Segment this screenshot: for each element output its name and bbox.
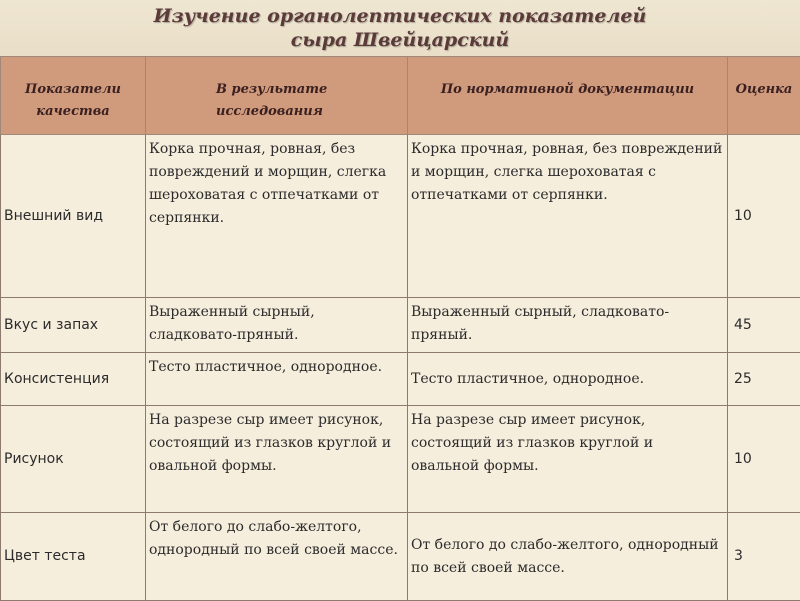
table-row (1, 406, 800, 513)
page-title (0, 0, 800, 52)
row-score: 45 (728, 298, 800, 353)
row-norm: Тесто пластичное, однородное. (408, 353, 728, 406)
row-result: Корка прочная, ровная, без повреждений и морщин, слегка шероховатая с отпечатками от серпянки. (146, 135, 408, 298)
row-score: 3 (728, 513, 800, 601)
row-name: Вкус и запах (1, 298, 146, 353)
row-norm: От белого до слабо-желтого, однородный по всей своей массе. (408, 513, 728, 601)
row-name: Цвет теста (1, 513, 146, 601)
header-normative: По нормативной документации (408, 57, 728, 135)
row-norm: Выраженный сырный, сладковато-пряный. (408, 298, 728, 353)
row-result: От белого до слабо-желтого, однородный по всей своей массе. (146, 513, 408, 601)
title-line-2: сыра Швейцарский (0, 28, 800, 52)
header-score: Оценка (728, 57, 800, 135)
table-row (1, 298, 800, 353)
table-row (1, 353, 800, 406)
row-score: 10 (728, 406, 800, 513)
table-header-row (1, 57, 800, 135)
row-result: На разрезе сыр имеет рисунок, состоящий из глазков круглой и овальной формы. (146, 406, 408, 513)
row-name: Внешний вид (1, 135, 146, 298)
row-norm: Корка прочная, ровная, без повреждений и морщин, слегка шероховатая с отпечатками от серпянки. (408, 135, 728, 298)
header-indicators: Показатели качества (1, 57, 146, 135)
row-score: 25 (728, 353, 800, 406)
row-score: 10 (728, 135, 800, 298)
row-norm: На разрезе сыр имеет рисунок, состоящий из глазков круглой и овальной формы. (408, 406, 728, 513)
table-row (1, 513, 800, 601)
title-line-1: Изучение органолептических показателей (0, 4, 800, 28)
row-result: Выраженный сырный, сладковато-пряный. (146, 298, 408, 353)
quality-table (0, 56, 800, 601)
row-result: Тесто пластичное, однородное. (146, 353, 408, 406)
row-name: Консистенция (1, 353, 146, 406)
row-name: Рисунок (1, 406, 146, 513)
title-area (0, 0, 800, 56)
table-row (1, 135, 800, 298)
header-research-result: В результате исследования (146, 57, 408, 135)
